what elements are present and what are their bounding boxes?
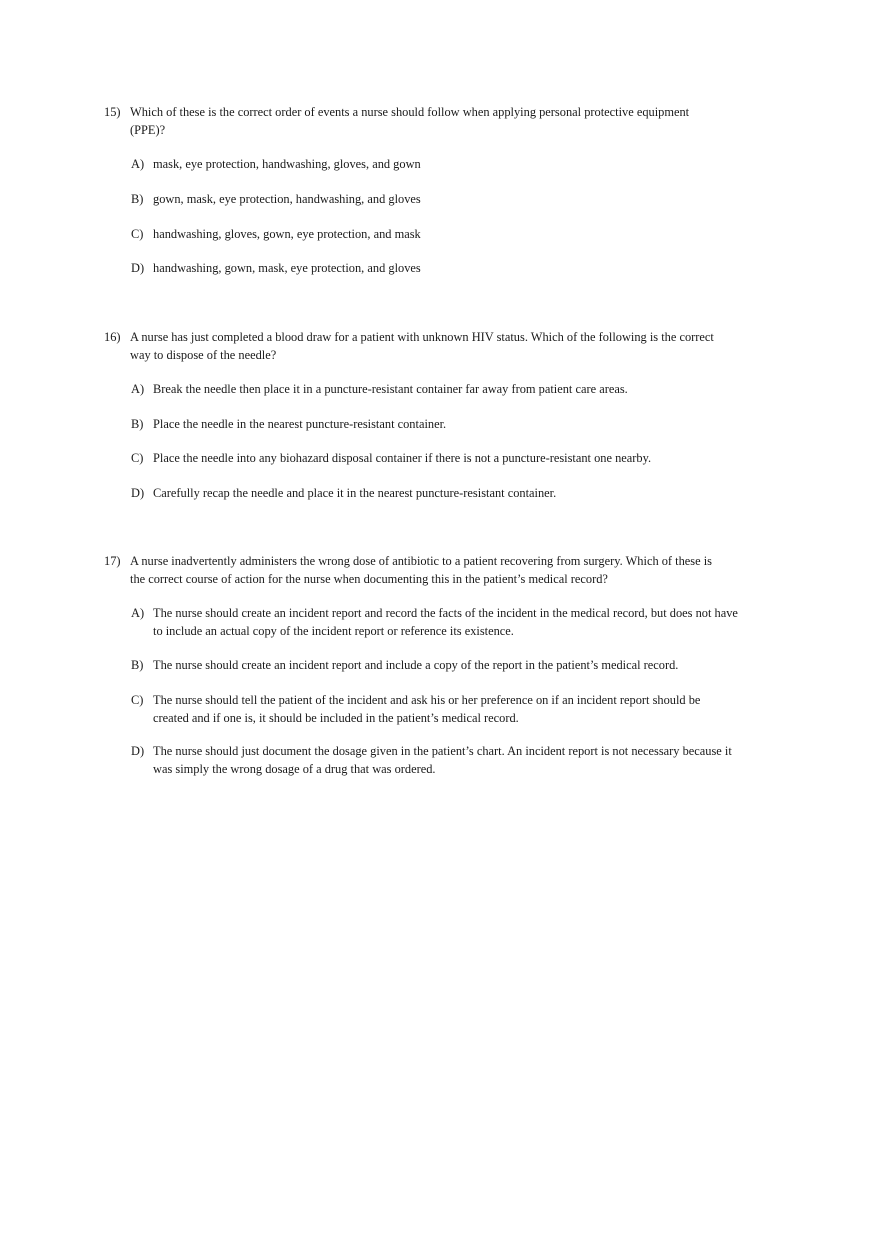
- option-text: The nurse should tell the patient of the incident and ask his or her preference on if an incident report should be created and if one is, it should be included in the patient’s medical record.: [153, 693, 701, 725]
- question-number: 15): [104, 105, 121, 119]
- option-text: Place the needle into any biohazard disposal container if there is not a puncture-resistant one nearby.: [153, 451, 652, 465]
- option-letter: A): [131, 606, 145, 620]
- option-text: gown, mask, eye protection, handwashing, and gloves: [153, 192, 421, 206]
- option-text: Break the needle then place it in a puncture-resistant container far away from patient care areas.: [153, 382, 628, 396]
- answer-option-a: [131, 605, 738, 640]
- question-stem: [104, 553, 724, 588]
- question-stem: [104, 104, 724, 139]
- option-text: handwashing, gown, mask, eye protection, and gloves: [153, 261, 421, 275]
- answer-option-b: [131, 657, 738, 675]
- option-letter: A): [131, 157, 145, 171]
- answer-option-c: [131, 450, 738, 468]
- answer-option-b: [131, 416, 738, 434]
- option-text: The nurse should create an incident report and record the facts of the incident in the medical record, but does not have to include an actual copy of the incident report or reference its existence.: [153, 606, 738, 638]
- option-text: The nurse should create an incident report and include a copy of the report in the patient’s medical record.: [153, 658, 679, 672]
- option-letter: A): [131, 382, 145, 396]
- option-text: The nurse should just document the dosage given in the patient’s chart. An incident report is not necessary because it was simply the wrong dosage of a drug that was ordered.: [153, 744, 732, 776]
- question-15: [104, 104, 724, 275]
- answer-option-d: [131, 743, 738, 778]
- answer-option-b: [131, 191, 738, 209]
- option-letter: C): [131, 451, 144, 465]
- option-letter: C): [131, 693, 144, 707]
- option-text: Place the needle in the nearest puncture-resistant container.: [153, 417, 447, 431]
- answer-option-a: [131, 156, 738, 174]
- question-text: Which of these is the correct order of events a nurse should follow when applying personal protective equipment (PPE)?: [130, 105, 690, 137]
- question-number: 16): [104, 330, 121, 344]
- answer-option-c: [131, 692, 738, 727]
- question-text: A nurse has just completed a blood draw for a patient with unknown HIV status. Which of the following is the correct way to dispose of the needle?: [130, 330, 714, 362]
- question-number: 17): [104, 554, 121, 568]
- option-text: handwashing, gloves, gown, eye protection, and mask: [153, 227, 421, 241]
- option-letter: D): [131, 486, 145, 500]
- option-letter: B): [131, 658, 144, 672]
- answer-option-a: [131, 381, 738, 399]
- option-letter: D): [131, 261, 145, 275]
- option-text: Carefully recap the needle and place it in the nearest puncture-resistant container.: [153, 486, 557, 500]
- option-letter: B): [131, 417, 144, 431]
- option-letter: C): [131, 227, 144, 241]
- answer-option-d: [131, 260, 738, 278]
- option-letter: B): [131, 192, 144, 206]
- question-text: A nurse inadvertently administers the wrong dose of antibiotic to a patient recovering from surgery. Which of these is the correct course of action for the nurse when documenting this in the patient’s medical record?: [130, 554, 712, 586]
- question-17: [104, 553, 738, 776]
- answer-option-c: [131, 226, 738, 244]
- option-letter: D): [131, 744, 145, 758]
- question-16: [104, 329, 724, 500]
- answer-option-d: [131, 485, 738, 503]
- option-text: mask, eye protection, handwashing, gloves, and gown: [153, 157, 421, 171]
- question-stem: [104, 329, 724, 364]
